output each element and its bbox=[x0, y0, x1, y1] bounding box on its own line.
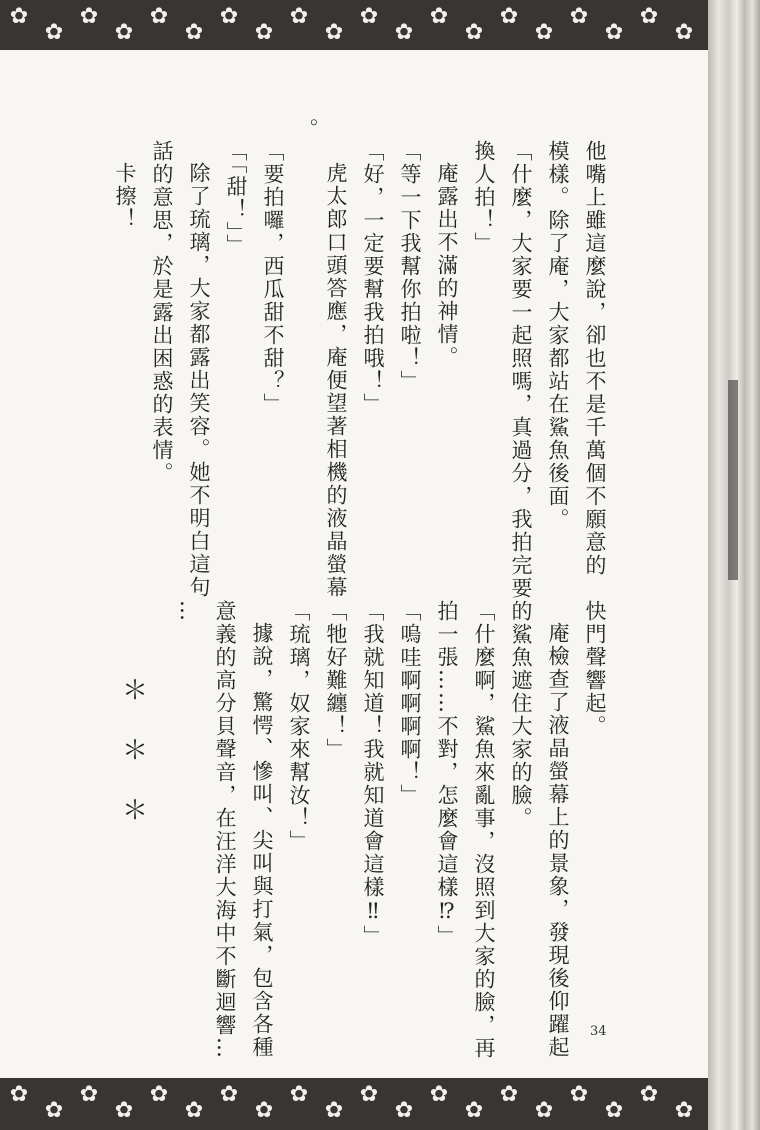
text-column: 「好，一定要幫我拍哦！」 bbox=[361, 140, 385, 416]
text-column: 「嗚哇啊啊啊啊！」 bbox=[398, 600, 422, 807]
flower-icon: ✿ bbox=[359, 4, 379, 29]
flower-icon: ✿ bbox=[674, 1098, 694, 1123]
flower-icon: ✿ bbox=[569, 4, 589, 29]
flower-icon: ✿ bbox=[604, 1098, 624, 1123]
flower-icon: ✿ bbox=[219, 1082, 239, 1107]
text-column: 話的意思，於是露出困惑的表情。 bbox=[150, 140, 174, 485]
text-column: 除了琉璃，大家都露出笑容。她不明白這句 bbox=[187, 162, 211, 599]
text-column: 「什麼啊，鯊魚來亂事，沒照到大家的臉，再 bbox=[472, 600, 496, 1060]
flower-icon: ✿ bbox=[9, 4, 29, 29]
text-column: 意義的高分貝聲音，在汪洋大海中不斷迴響… bbox=[213, 600, 237, 1060]
flower-icon: ✿ bbox=[114, 1098, 134, 1123]
text-column: 「什麼，大家要一起照嗎，真過分，我拍完要 bbox=[509, 140, 533, 600]
text-column: 換人拍！」 bbox=[472, 140, 496, 255]
flower-icon: ✿ bbox=[219, 4, 239, 29]
text-column: 。 bbox=[295, 118, 319, 141]
separator-star: ＊ bbox=[122, 676, 149, 706]
flower-icon: ✿ bbox=[324, 1098, 344, 1123]
flower-icon: ✿ bbox=[9, 1082, 29, 1107]
flower-icon: ✿ bbox=[324, 20, 344, 45]
flower-icon: ✿ bbox=[429, 1082, 449, 1107]
flower-icon: ✿ bbox=[534, 1098, 554, 1123]
text-column: 模樣。除了庵，大家都站在鯊魚後面。 bbox=[546, 140, 570, 531]
flower-icon: ✿ bbox=[534, 20, 554, 45]
text-column: 「琉璃，奴家來幫汝！」 bbox=[287, 600, 311, 853]
flower-icon: ✿ bbox=[289, 1082, 309, 1107]
text-column: 拍一張……不對，怎麼會這樣⁉」 bbox=[435, 600, 459, 948]
flower-icon: ✿ bbox=[499, 1082, 519, 1107]
text-column: 卡擦！ bbox=[113, 162, 137, 231]
text-column: 「牠好難纏！」 bbox=[324, 600, 348, 761]
separator-star: ＊ bbox=[122, 736, 149, 766]
flower-icon: ✿ bbox=[499, 4, 519, 29]
text-column: 虎太郎口頭答應，庵便望著相機的液晶螢幕 bbox=[324, 162, 348, 599]
flower-icon: ✿ bbox=[674, 20, 694, 45]
flower-icon: ✿ bbox=[639, 4, 659, 29]
text-column: 「要拍囉，西瓜甜不甜？」 bbox=[261, 140, 285, 416]
text-column: 快門聲響起。 bbox=[583, 600, 607, 738]
text-column: 庵檢查了液晶螢幕上的景象，發現後仰躍起 bbox=[546, 622, 570, 1059]
flower-icon: ✿ bbox=[464, 20, 484, 45]
flower-icon: ✿ bbox=[604, 20, 624, 45]
flower-icon: ✿ bbox=[79, 4, 99, 29]
text-column: 庵露出不滿的神情。 bbox=[435, 162, 459, 369]
flower-icon: ✿ bbox=[79, 1082, 99, 1107]
flower-icon: ✿ bbox=[359, 1082, 379, 1107]
text-column: 「等一下我幫你拍啦！」 bbox=[398, 140, 422, 393]
flower-icon: ✿ bbox=[429, 4, 449, 29]
separator-star: ＊ bbox=[122, 796, 149, 826]
text-column: 的鯊魚遮住大家的臉。 bbox=[509, 600, 533, 830]
flower-icon: ✿ bbox=[639, 1082, 659, 1107]
flower-icon: ✿ bbox=[114, 20, 134, 45]
flower-icon: ✿ bbox=[464, 1098, 484, 1123]
flower-icon: ✿ bbox=[254, 1098, 274, 1123]
flower-icon: ✿ bbox=[149, 4, 169, 29]
flower-icon: ✿ bbox=[394, 1098, 414, 1123]
flower-icon: ✿ bbox=[394, 20, 414, 45]
flower-icon: ✿ bbox=[184, 1098, 204, 1123]
text-column: … bbox=[176, 600, 200, 623]
bottom-floral-border bbox=[0, 1078, 710, 1130]
flower-icon: ✿ bbox=[184, 20, 204, 45]
text-column: 「「甜！」」 bbox=[224, 140, 248, 257]
flower-icon: ✿ bbox=[254, 20, 274, 45]
page-edge bbox=[708, 0, 760, 1130]
text-column: 據說，驚愕、慘叫、尖叫與打氣，包含各種 bbox=[250, 622, 274, 1059]
flower-icon: ✿ bbox=[569, 1082, 589, 1107]
text-column: 「我就知道！我就知道會這樣‼」 bbox=[361, 600, 385, 948]
text-column: 他嘴上雖這麼說，卻也不是千萬個不願意的 bbox=[583, 140, 607, 577]
flower-icon: ✿ bbox=[44, 20, 64, 45]
flower-icon: ✿ bbox=[289, 4, 309, 29]
text-body bbox=[60, 80, 680, 1060]
flower-icon: ✿ bbox=[149, 1082, 169, 1107]
top-floral-border bbox=[0, 0, 710, 50]
page-number: 34 bbox=[590, 1024, 607, 1039]
flower-icon: ✿ bbox=[44, 1098, 64, 1123]
